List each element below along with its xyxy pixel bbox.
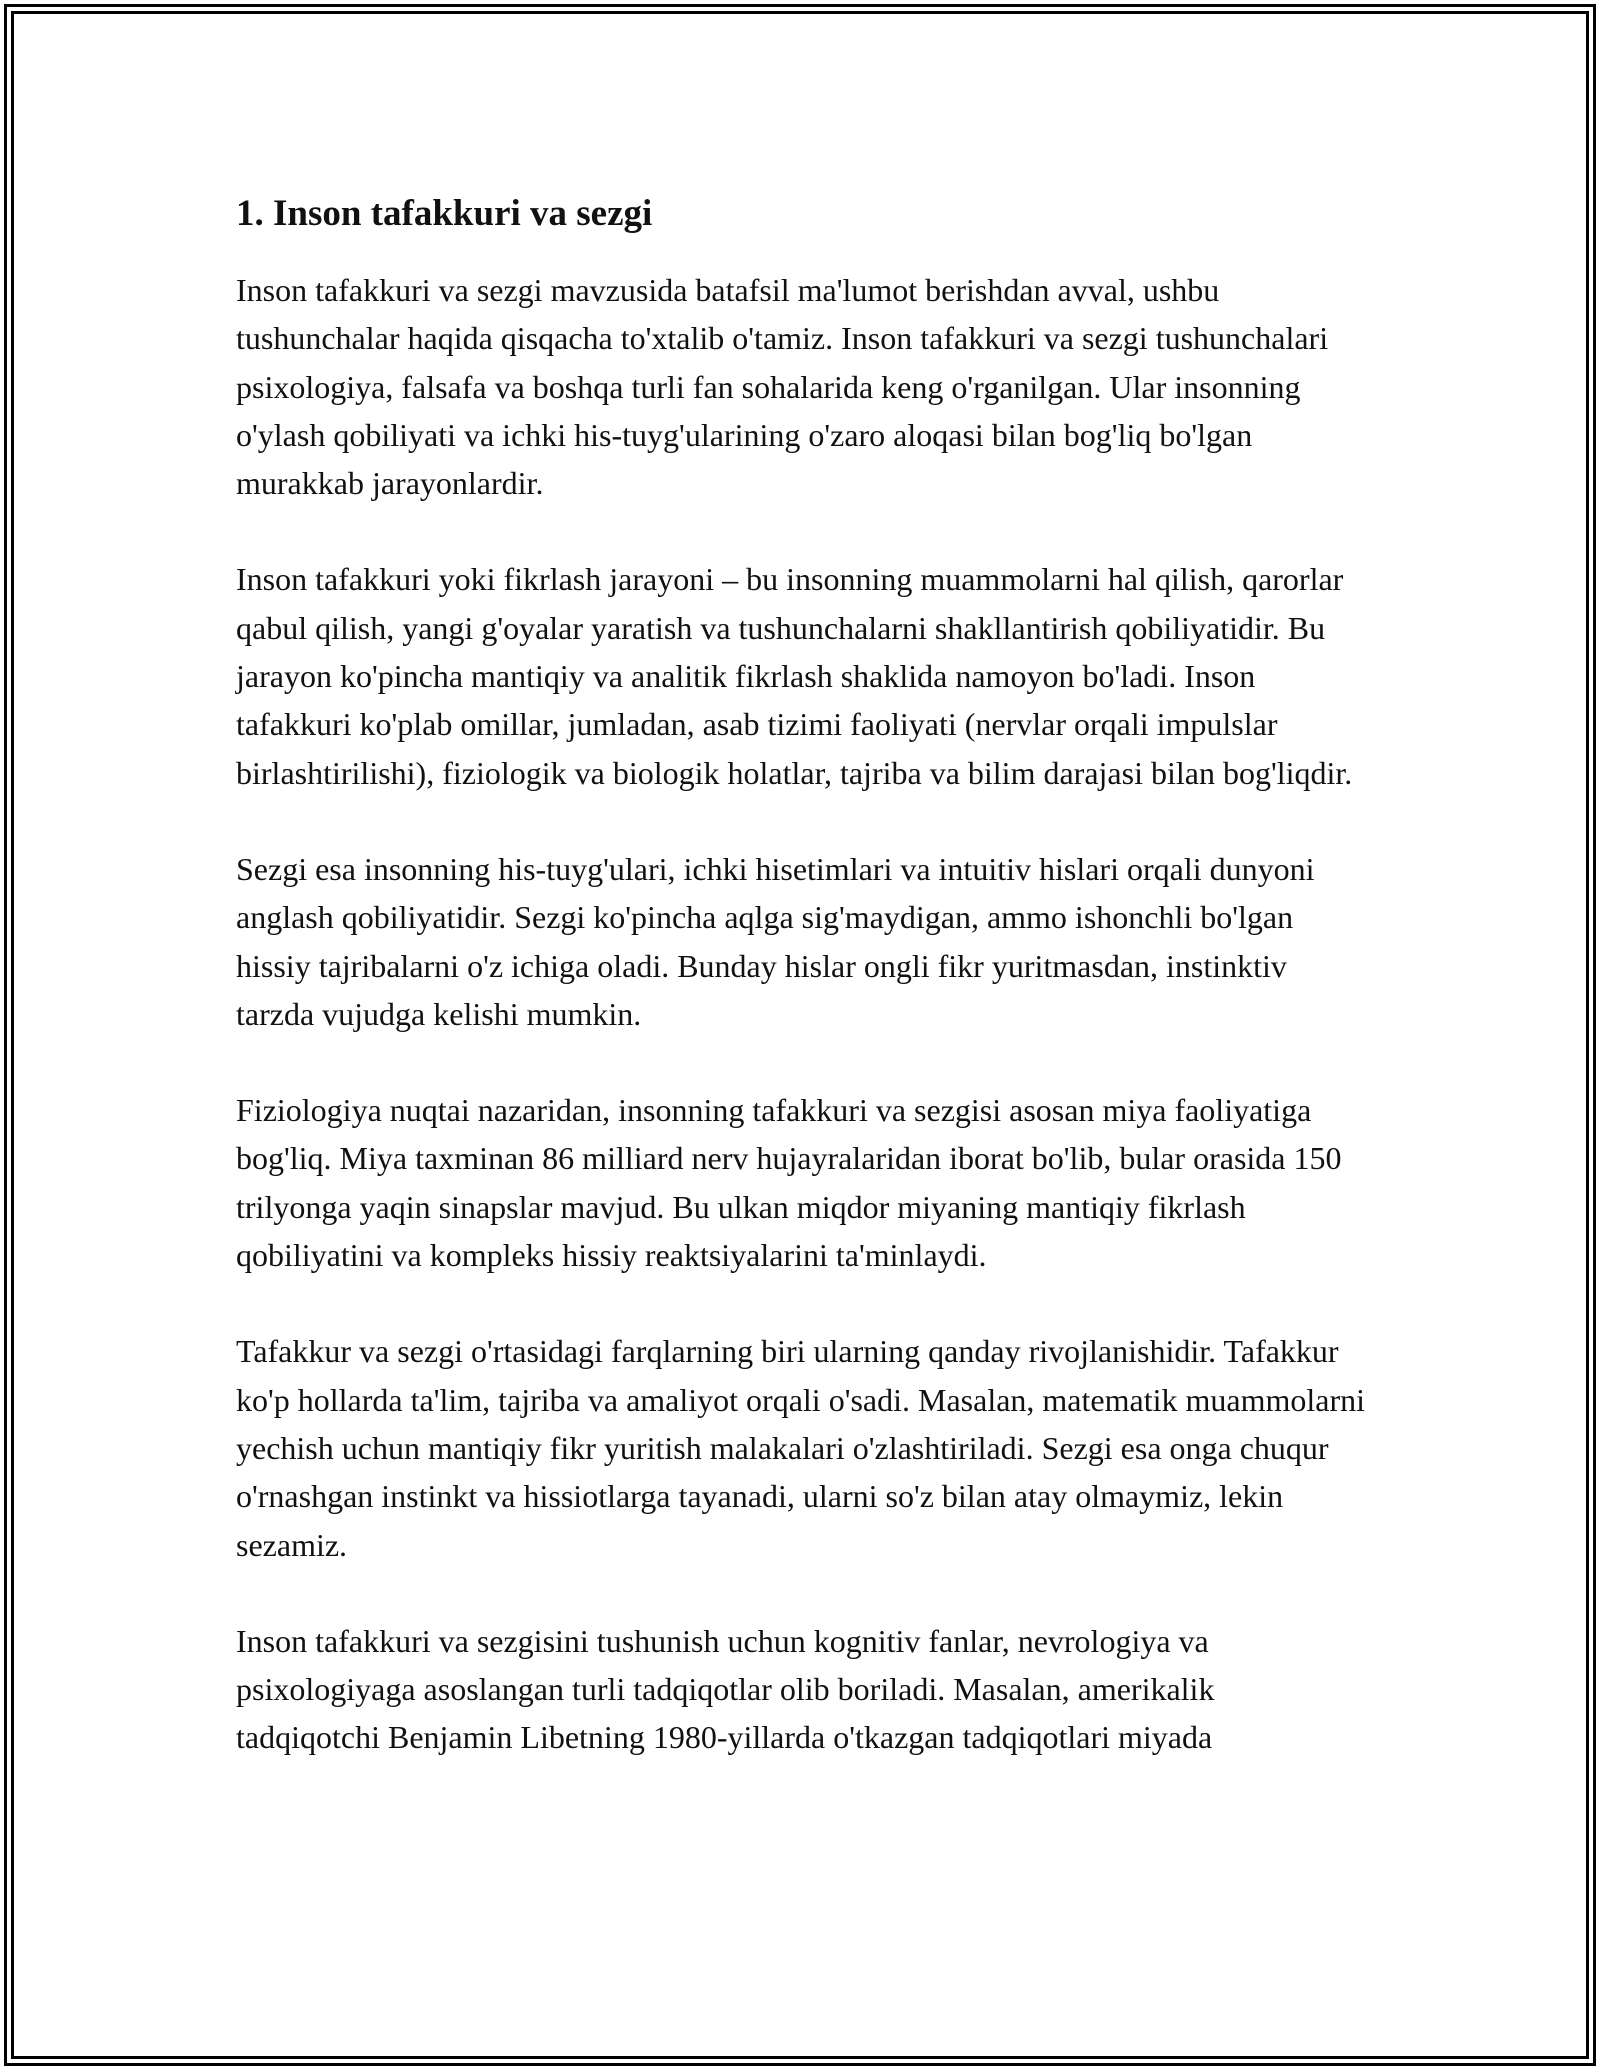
paragraph-differences: Tafakkur va sezgi o'rtasidagi farqlarning biri ularning qanday rivojlanishidir. Tafakkur ko'p hollarda ta'lim, tajriba va amaliyot orqali o'sadi. Masalan, matematik muammolarni yechish uchun mantiqiy fikr yuritish malakalari o'zlashtiriladi. Sezgi esa onga chuqur o'rnashgan instinkt va hissiotlarga tayanadi, ularni so'z bilan atay olmaymiz, lekin sezamiz. [236, 1333, 1365, 1563]
paragraph-physiology: Fiziologiya nuqtai nazaridan, insonning tafakkuri va sezgisi asosan miya faoliyatiga bog'liq. Miya taxminan 86 milliard nerv hujayralaridan iborat bo'lib, bular orasida 150 trilyonga yaqin sinapslar mavjud. Bu ulkan miqdor miyaning mantiqiy fikrlash qobiliyatini va kompleks hissiy reaktsiyalarini ta'minlaydi. [236, 1092, 1342, 1274]
document-body [236, 186, 1366, 1762]
paragraph-intuition: Sezgi esa insonning his-tuyg'ulari, ichki hisetimlari va intuitiv hislari orqali dunyoni anglash qobiliyatidir. Sezgi ko'pincha aqlga sig'maydigan, ammo ishonchli bo'lgan hissiy tajribalarni o'z ichiga oladi. Bunday hislar ongli fikr yuritmasdan, instinktiv tarzda vujudga kelishi mumkin. [236, 850, 1315, 1032]
section-heading: 1. Inson tafakkuri va sezgi [236, 193, 653, 234]
paragraph-intro: Inson tafakkuri va sezgi mavzusida batafsil ma'lumot berishdan avval, ushbu tushunchalar haqida qisqacha to'xtalib o'tamiz. Inson tafakkuri va sezgi tushunchalari psixologiya, falsafa va boshqa turli fan sohalarida keng o'rganilgan. Ular insonning o'ylash qobiliyati va ichki his-tuyg'ularining o'zaro aloqasi bilan bog'liq bo'lgan murakkab jarayonlardir. [236, 272, 1329, 502]
paragraph-thinking: Inson tafakkuri yoki fikrlash jarayoni – bu insonning muammolarni hal qilish, qarorlar qabul qilish, yangi g'oyalar yaratish va tushunchalarni shakllantirish qobiliyatidir. Bu jarayon ko'pincha mantiqiy va analitik fikrlash shaklida namoyon bo'ladi. Inson tafakkuri ko'plab omillar, jumladan, asab tizimi faoliyati (nervlar orqali impulslar birlashtirilishi), fiziologik va biologik holatlar, tajriba va bilim darajasi bilan bog'liqdir. [236, 561, 1353, 791]
paragraph-research: Inson tafakkuri va sezgisini tushunish uchun kognitiv fanlar, nevrologiya va psixologiyaga asoslangan turli tadqiqotlar olib boriladi. Masalan, amerikalik tadqiqotchi Benjamin Libetning 1980-yillarda o'tkazgan tadqiqotlari miyada [236, 1622, 1215, 1756]
